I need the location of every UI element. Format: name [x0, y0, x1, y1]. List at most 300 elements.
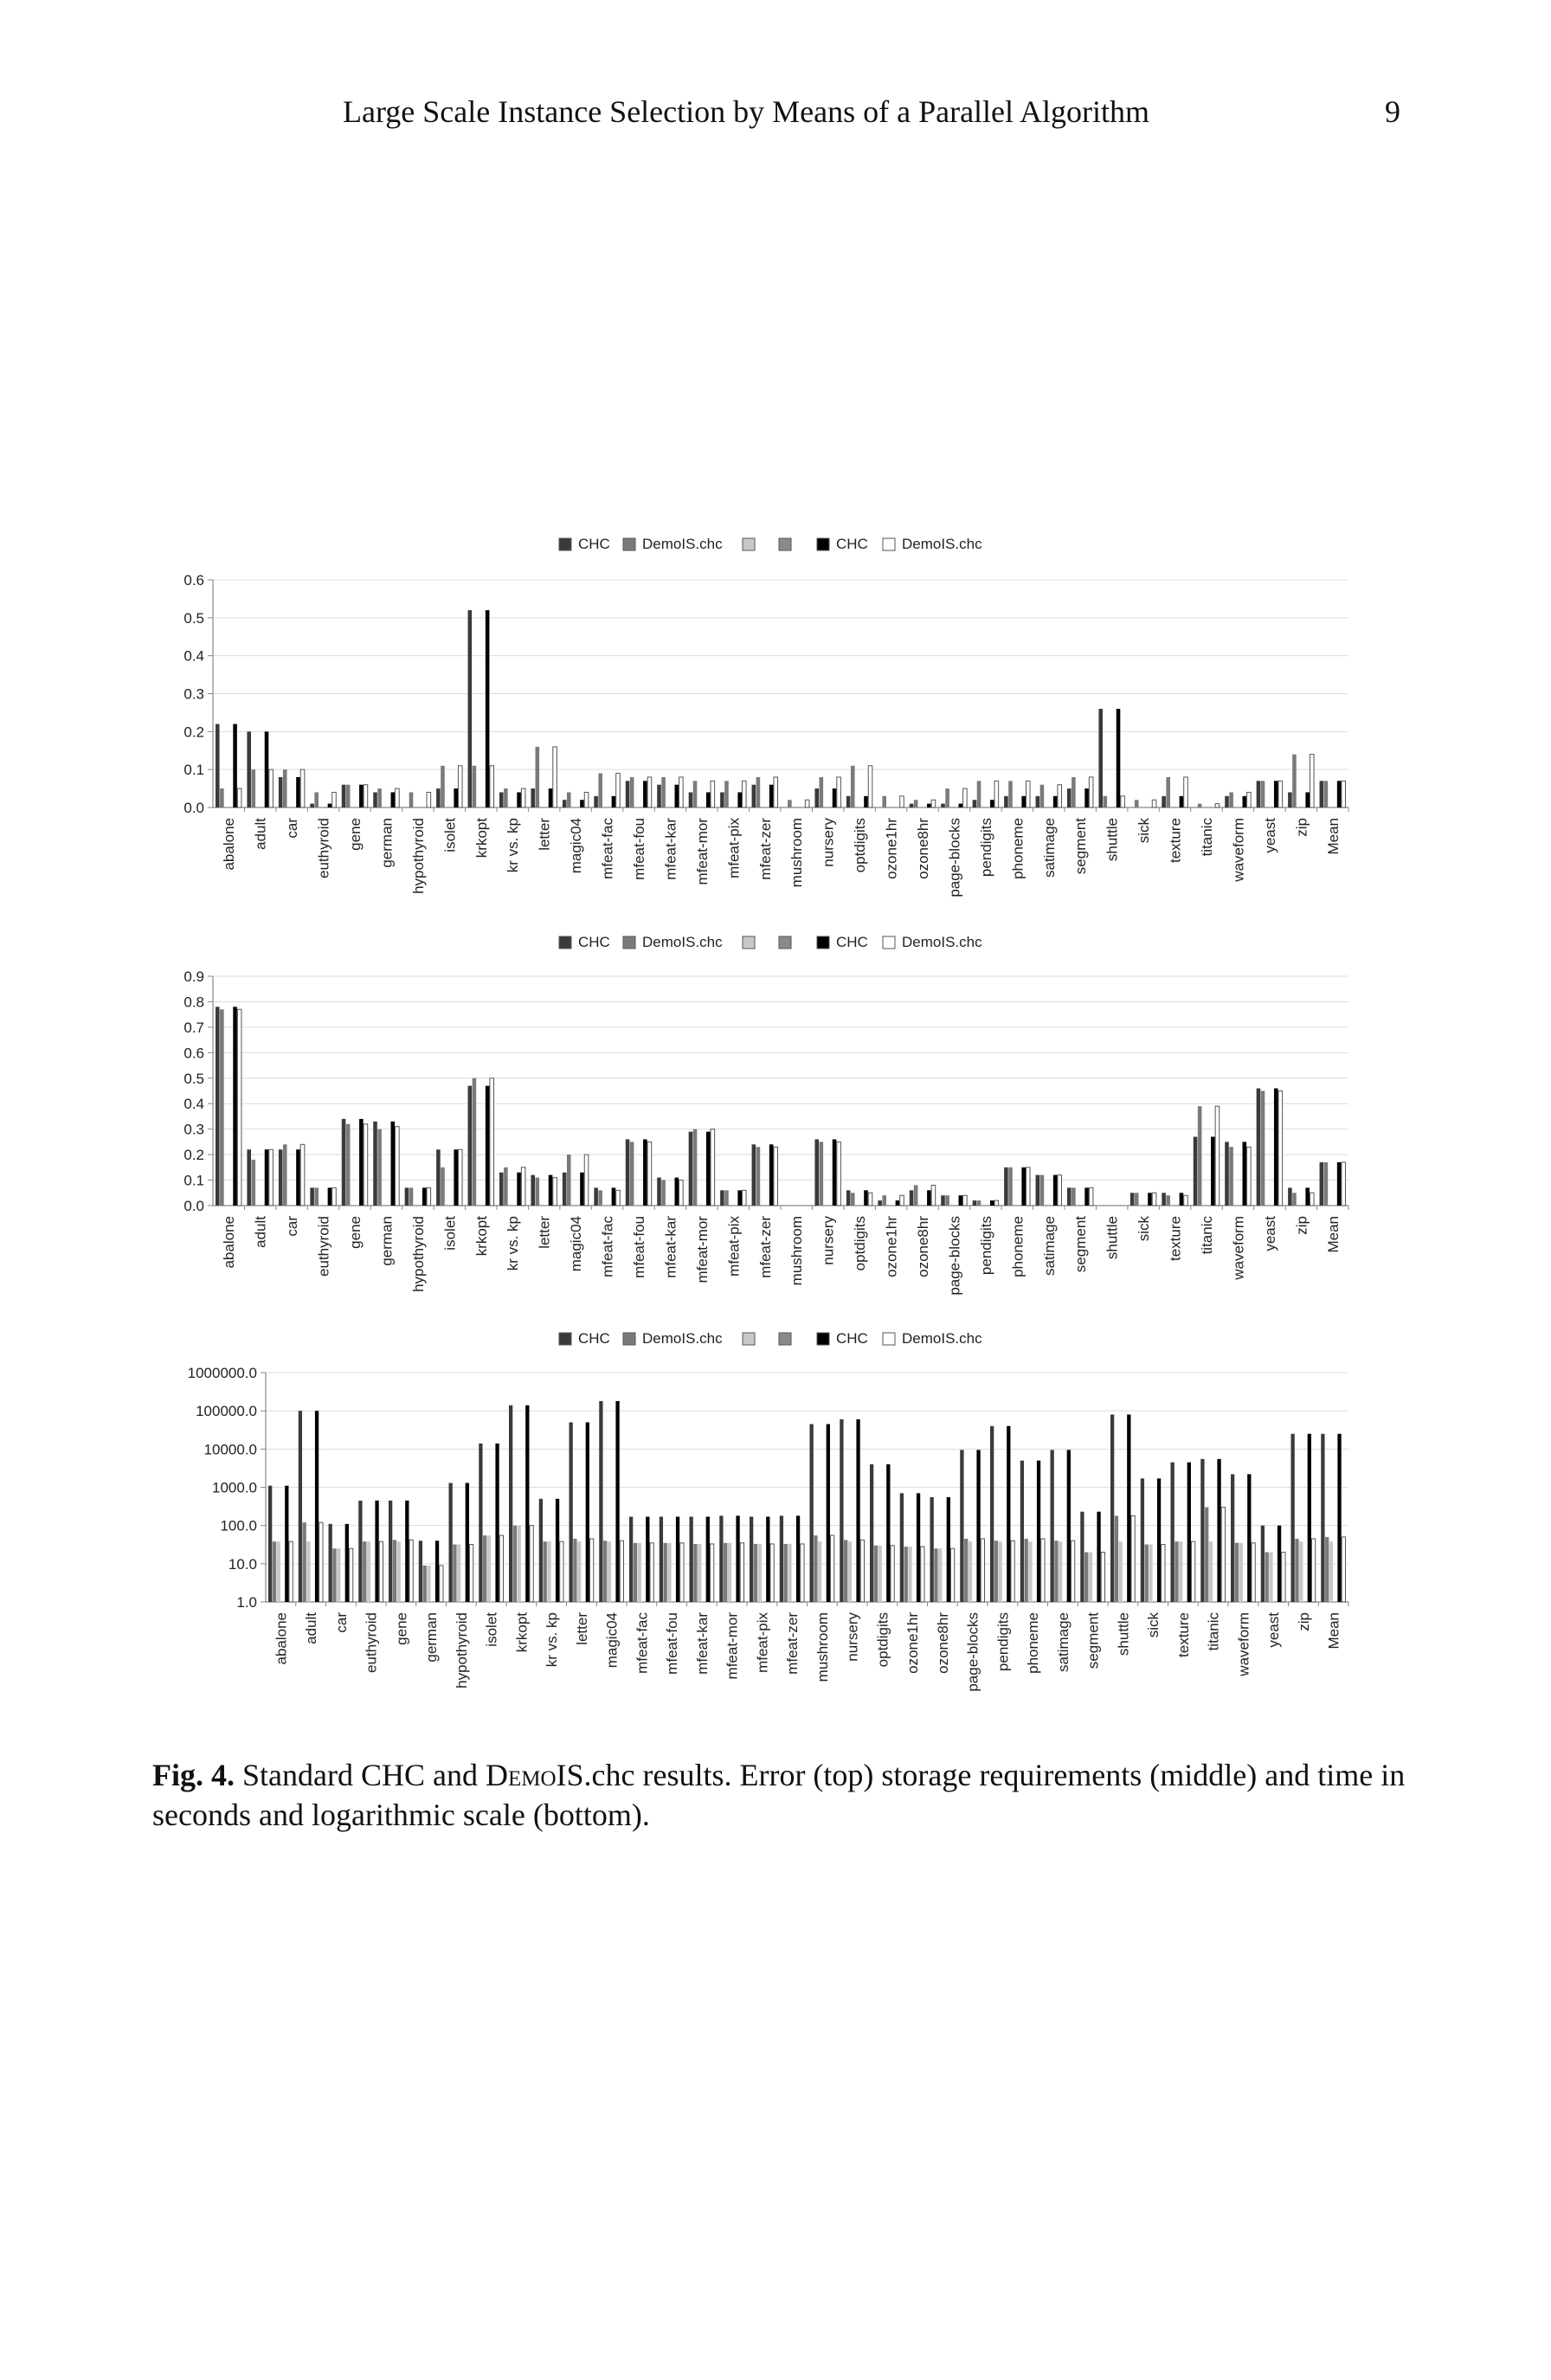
bar — [409, 1540, 413, 1602]
bar — [332, 1187, 337, 1206]
x-tick-label: mfeat-fou — [631, 1216, 647, 1278]
bar — [549, 1175, 553, 1206]
x-tick-label: phoneme — [1025, 1612, 1042, 1674]
bar — [518, 1526, 521, 1602]
x-tick-label: segment — [1084, 1612, 1102, 1669]
x-tick-label: titanic — [1205, 1612, 1222, 1651]
bar — [720, 1190, 724, 1206]
bar — [1308, 1434, 1311, 1602]
bar — [1320, 1162, 1324, 1206]
bar — [626, 781, 630, 807]
bar — [473, 766, 477, 807]
bar — [247, 731, 251, 807]
bar — [742, 1190, 746, 1206]
bar — [990, 800, 994, 807]
legend-swatch — [743, 538, 755, 550]
bar — [573, 1539, 576, 1602]
x-tick-label: kr vs. kp — [505, 818, 522, 873]
x-tick-label: adult — [252, 818, 269, 850]
running-title: Large Scale Instance Selection by Means of a Parallel Algorithm — [343, 94, 1150, 129]
x-tick-label: german — [378, 818, 396, 868]
bar — [1131, 1515, 1135, 1602]
bar — [963, 1195, 968, 1206]
bar — [1257, 1089, 1261, 1206]
bar — [616, 774, 621, 807]
x-tick-label: mfeat-mor — [693, 1216, 711, 1283]
bar — [1089, 1187, 1093, 1206]
bar — [1148, 1193, 1152, 1206]
x-tick-label: waveform — [1230, 1216, 1247, 1280]
caption-text-a: Standard CHC and — [242, 1758, 486, 1792]
bar — [580, 1173, 584, 1206]
bar — [1261, 781, 1265, 807]
bar — [1152, 1193, 1156, 1206]
bar — [1337, 781, 1342, 807]
bar — [840, 1419, 843, 1602]
bar — [328, 1187, 332, 1206]
x-tick-label: zip — [1295, 1612, 1312, 1631]
bar — [1135, 1193, 1139, 1206]
x-tick-label: adult — [303, 1612, 320, 1644]
y-tick-label: 0.4 — [183, 647, 204, 665]
bar — [486, 610, 490, 807]
x-tick-label: page-blocks — [946, 1216, 963, 1296]
bar — [306, 1541, 310, 1602]
bar — [1292, 755, 1297, 807]
bar — [689, 1132, 693, 1206]
x-tick-label: magic04 — [603, 1612, 621, 1669]
bar — [698, 1544, 701, 1602]
bar — [1198, 804, 1202, 807]
bar — [314, 1187, 319, 1206]
bar — [332, 1548, 336, 1602]
bar — [268, 1486, 272, 1602]
x-tick-label: ozone1hr — [904, 1612, 922, 1674]
bar — [1145, 1545, 1149, 1602]
bar — [914, 1185, 918, 1206]
bar — [750, 1516, 753, 1602]
bar — [233, 1007, 237, 1206]
bar — [818, 1541, 821, 1602]
bar — [364, 785, 368, 807]
bar — [303, 1522, 306, 1602]
bar — [1205, 1508, 1208, 1602]
bar — [499, 1173, 504, 1206]
x-tick-label: titanic — [1199, 818, 1215, 857]
bar — [848, 1541, 852, 1602]
bar — [1278, 781, 1283, 807]
bar — [342, 1119, 346, 1206]
bar — [1211, 1137, 1215, 1206]
bar — [563, 800, 567, 807]
bar — [1051, 1450, 1054, 1602]
bar — [364, 1124, 368, 1206]
bar — [594, 1187, 598, 1206]
bar — [1252, 1543, 1255, 1602]
bar — [774, 777, 778, 807]
x-tick-label: satimage — [1040, 1216, 1058, 1276]
bar — [1040, 1175, 1045, 1206]
x-tick-label: mfeat-fou — [664, 1612, 681, 1675]
x-tick-label: gene — [347, 818, 364, 851]
bar — [1110, 1414, 1114, 1602]
bar — [1184, 1195, 1188, 1206]
bar — [436, 1149, 441, 1206]
bar — [345, 1524, 349, 1602]
bar — [616, 1190, 621, 1206]
bar — [851, 1193, 855, 1206]
bar — [363, 1541, 366, 1602]
bar — [1028, 1541, 1032, 1602]
x-tick-label: abalone — [273, 1612, 290, 1665]
bar — [959, 1195, 963, 1206]
bar — [441, 766, 445, 807]
x-tick-label: mushroom — [814, 1612, 831, 1682]
bar — [570, 1422, 573, 1602]
bar — [814, 1535, 817, 1602]
bar — [1299, 1541, 1303, 1602]
bar — [882, 796, 886, 807]
bar — [973, 1200, 977, 1206]
bar — [833, 1139, 837, 1206]
bar — [469, 1545, 473, 1602]
bar — [752, 785, 756, 807]
x-tick-label: segment — [1072, 1216, 1090, 1273]
bar — [737, 1190, 742, 1206]
legend-label: CHC — [578, 536, 610, 552]
bar — [1225, 796, 1229, 807]
bar — [1059, 1541, 1062, 1602]
bar — [265, 731, 269, 807]
bar — [1229, 1147, 1233, 1206]
bar — [1021, 1167, 1026, 1206]
bar — [638, 1543, 641, 1602]
bar — [878, 1200, 882, 1206]
bar — [756, 777, 761, 807]
x-tick-label: mushroom — [788, 818, 806, 888]
bar — [499, 1535, 503, 1602]
bar — [490, 1078, 494, 1206]
x-tick-label: german — [423, 1612, 441, 1663]
bar — [844, 1540, 847, 1602]
bar — [1084, 1187, 1089, 1206]
x-tick-label: mfeat-kar — [662, 818, 679, 880]
bar — [981, 1539, 984, 1602]
bar — [279, 777, 283, 807]
x-tick-label: sick — [1136, 818, 1153, 844]
bar — [788, 1544, 791, 1602]
bar — [486, 1086, 490, 1206]
bar — [1008, 781, 1013, 807]
x-tick-label: euthyroid — [315, 1216, 332, 1277]
bar — [630, 777, 634, 807]
x-tick-label: yeast — [1265, 1612, 1283, 1648]
x-tick-label: mfeat-pix — [725, 818, 743, 878]
bar — [630, 1142, 634, 1206]
bar — [300, 1144, 305, 1206]
x-tick-label: shuttle — [1104, 818, 1121, 862]
bar — [870, 1464, 873, 1602]
bar — [1329, 1541, 1333, 1602]
x-tick-label: optdigits — [852, 1216, 869, 1271]
bar — [391, 792, 396, 807]
bar — [1162, 1545, 1165, 1602]
bar — [584, 792, 589, 807]
bar — [1282, 1553, 1285, 1602]
bar — [1215, 804, 1220, 807]
bar — [770, 1544, 774, 1602]
bar — [553, 747, 557, 807]
bar — [525, 1405, 529, 1602]
bar — [1180, 1193, 1184, 1206]
x-tick-label: ozone1hr — [883, 1216, 900, 1277]
bar — [1166, 777, 1170, 807]
bar — [1026, 1167, 1030, 1206]
x-tick-label: titanic — [1199, 1216, 1215, 1255]
bar — [1080, 1512, 1084, 1602]
bar — [927, 1190, 931, 1206]
bar — [1221, 1508, 1225, 1602]
bar — [405, 1187, 409, 1206]
bar — [567, 792, 571, 807]
x-tick-label: hypothyroid — [409, 818, 427, 894]
x-tick-label: mfeat-zer — [756, 818, 774, 880]
bar — [409, 1187, 414, 1206]
bar — [1191, 1541, 1194, 1602]
bar — [495, 1444, 499, 1602]
y-tick-label: 0.7 — [183, 1019, 204, 1036]
bar — [453, 1545, 456, 1602]
y-tick-label: 10000.0 — [203, 1441, 257, 1458]
bar — [896, 1200, 900, 1206]
bar — [1342, 1537, 1345, 1602]
bar — [1121, 796, 1125, 807]
bar — [900, 1493, 904, 1602]
x-tick-label: zip — [1293, 818, 1310, 837]
y-tick-label: 0.0 — [183, 800, 204, 816]
storage-chart — [0, 924, 1551, 1322]
x-tick-label: isolet — [441, 1216, 459, 1251]
x-tick-label: letter — [573, 1612, 590, 1645]
bar — [990, 1426, 994, 1602]
bar — [646, 1516, 649, 1602]
bar — [900, 1195, 904, 1206]
x-tick-label: satimage — [1054, 1612, 1072, 1672]
bar — [1149, 1545, 1152, 1602]
bar — [457, 1545, 460, 1602]
bar — [1072, 777, 1076, 807]
bar — [1119, 1541, 1123, 1602]
bar — [661, 1180, 666, 1206]
bar — [891, 1546, 894, 1602]
bar — [517, 792, 521, 807]
bar — [710, 1544, 713, 1602]
bar — [556, 1499, 559, 1602]
bar — [577, 1541, 581, 1602]
bar — [599, 1401, 602, 1602]
bar — [689, 792, 693, 807]
bar — [509, 1405, 512, 1602]
bar — [711, 781, 715, 807]
bar — [586, 1422, 589, 1602]
bar — [724, 1190, 729, 1206]
legend-label: DemoIS.chc — [902, 934, 982, 950]
y-tick-label: 1000000.0 — [187, 1365, 257, 1381]
x-tick-label: ozone1hr — [883, 818, 900, 879]
bar — [910, 804, 914, 807]
bar — [1089, 777, 1093, 807]
x-tick-label: hypothyroid — [409, 1216, 427, 1292]
bar — [810, 1424, 814, 1602]
bar — [1180, 796, 1184, 807]
time-chart-svg — [0, 1322, 1551, 1721]
x-tick-label: magic04 — [568, 1216, 585, 1272]
x-tick-label: texture — [1167, 1216, 1184, 1261]
bar — [1098, 709, 1103, 807]
bar — [314, 792, 319, 807]
bar — [973, 800, 977, 807]
bar — [1175, 1541, 1178, 1602]
x-tick-label: gene — [347, 1216, 364, 1249]
bar — [1225, 1142, 1229, 1206]
bar — [367, 1541, 370, 1602]
legend-label: DemoIS.chc — [902, 1330, 982, 1347]
bar — [436, 788, 441, 807]
x-tick-label: car — [332, 1612, 350, 1633]
bar — [661, 777, 666, 807]
legend-swatch — [559, 1333, 571, 1345]
bar — [547, 1541, 550, 1602]
bar — [864, 1190, 868, 1206]
error-chart — [0, 519, 1551, 926]
y-tick-label: 0.2 — [183, 724, 204, 741]
y-tick-label: 0.0 — [183, 1198, 204, 1214]
x-tick-label: mfeat-mor — [724, 1612, 741, 1680]
bar — [977, 1200, 981, 1206]
bar — [788, 800, 792, 807]
bar — [910, 1190, 914, 1206]
bar — [886, 1464, 890, 1602]
bar — [1067, 1450, 1071, 1602]
bar — [373, 792, 377, 807]
bar — [468, 610, 473, 807]
bar — [521, 788, 525, 807]
bar — [289, 1541, 293, 1602]
y-tick-label: 100000.0 — [196, 1403, 257, 1420]
legend-label: CHC — [836, 934, 868, 950]
bar — [233, 724, 237, 807]
legend-swatch — [817, 538, 829, 550]
page-header — [0, 93, 1551, 137]
bar — [643, 1139, 647, 1206]
bar — [1277, 1526, 1281, 1602]
bar — [458, 1149, 462, 1206]
bar — [377, 1129, 382, 1206]
bar — [296, 1149, 300, 1206]
x-tick-label: kr vs. kp — [544, 1612, 561, 1668]
legend-label: CHC — [578, 1330, 610, 1347]
bar — [941, 1195, 945, 1206]
y-tick-label: 0.6 — [183, 1045, 204, 1062]
bar — [216, 724, 220, 807]
bar — [1036, 1175, 1040, 1206]
bar — [711, 1129, 715, 1206]
bar — [1117, 709, 1121, 807]
legend-swatch — [779, 538, 791, 550]
bar — [774, 1147, 778, 1206]
bar — [914, 800, 918, 807]
bar — [598, 1190, 602, 1206]
bar — [265, 1149, 269, 1206]
bar — [820, 777, 824, 807]
x-tick-label: Mean — [1324, 818, 1342, 855]
bar — [927, 804, 931, 807]
legend-label: DemoIS.chc — [902, 536, 982, 552]
bar — [1200, 1459, 1204, 1602]
bar — [422, 1187, 427, 1206]
x-tick-label: mfeat-fac — [634, 1612, 651, 1674]
bar — [960, 1450, 963, 1602]
bar — [931, 800, 936, 807]
bar — [393, 1540, 396, 1602]
x-tick-label: segment — [1072, 818, 1090, 875]
x-tick-label: mfeat-pix — [725, 1216, 743, 1277]
y-tick-label: 0.3 — [183, 1121, 204, 1138]
bar — [1311, 1539, 1315, 1602]
bar — [530, 1526, 533, 1602]
bar — [1320, 781, 1324, 807]
bar — [310, 1187, 314, 1206]
bar — [947, 1497, 950, 1602]
bar — [1152, 800, 1156, 807]
x-tick-label: mfeat-mor — [693, 818, 711, 885]
bar — [930, 1497, 934, 1602]
bar — [1020, 1461, 1024, 1602]
bar — [917, 1493, 920, 1602]
bar — [837, 1142, 841, 1206]
x-tick-label: isolet — [441, 818, 459, 852]
bar — [999, 1541, 1002, 1602]
bar — [856, 1419, 859, 1602]
bar — [1166, 1195, 1170, 1206]
bar — [449, 1483, 453, 1602]
x-tick-label: letter — [536, 1216, 553, 1249]
bar — [938, 1548, 942, 1602]
bar — [969, 1541, 972, 1602]
bar — [1141, 1478, 1144, 1602]
bar — [1184, 777, 1188, 807]
bar — [468, 1086, 473, 1206]
x-tick-label: Mean — [1324, 1216, 1342, 1253]
x-tick-label: texture — [1175, 1612, 1192, 1657]
bar — [342, 785, 346, 807]
bar — [1084, 1553, 1088, 1602]
y-tick-label: 0.4 — [183, 1096, 204, 1113]
x-tick-label: nursery — [820, 1216, 837, 1265]
bar — [441, 1167, 445, 1206]
bar — [784, 1544, 788, 1602]
y-tick-label: 10.0 — [228, 1555, 257, 1573]
bar — [580, 800, 584, 807]
bar — [405, 1501, 409, 1602]
bar — [487, 1535, 491, 1602]
bar — [1008, 1167, 1013, 1206]
bar — [846, 1190, 851, 1206]
bar — [337, 1548, 340, 1602]
x-tick-label: car — [284, 818, 301, 839]
bar — [237, 1009, 241, 1206]
bar — [220, 1009, 224, 1206]
